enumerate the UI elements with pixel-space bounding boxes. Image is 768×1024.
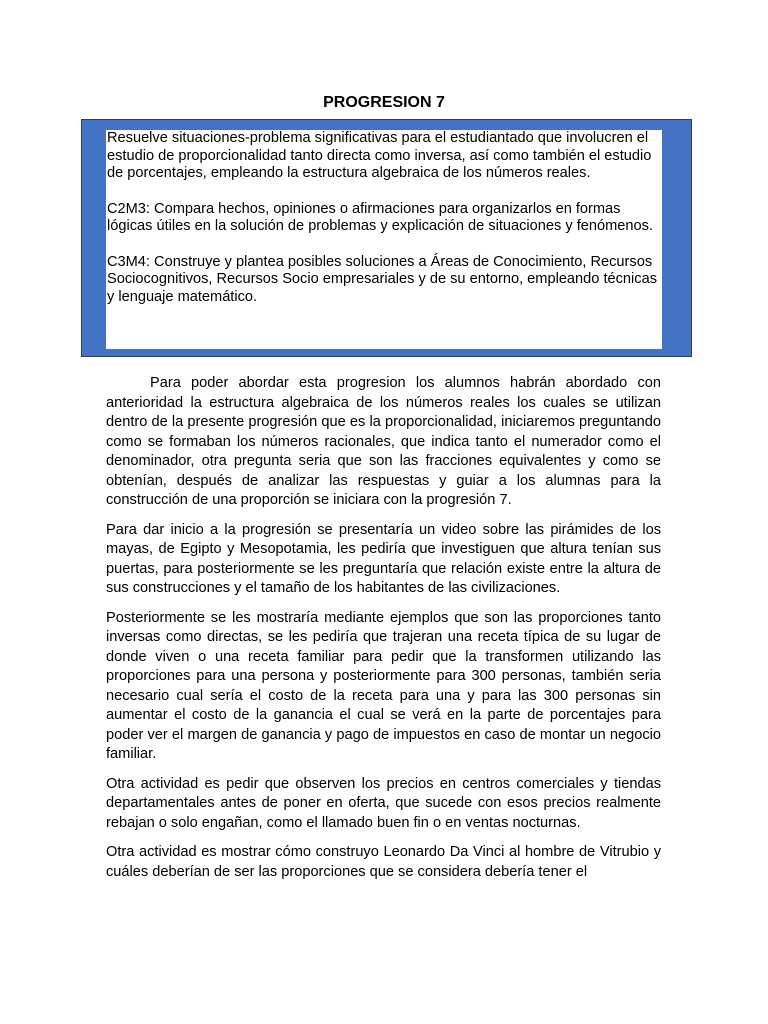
body-paragraph-3: Posteriormente se les mostraría mediante ejemplos que son las proporciones tanto inversas como directas, se les pediría que trajeran una receta típica de su lugar de donde viven o una receta familiar para pedir que la transformen utilizando las proporciones para una persona y posteriormente para 300 personas, también seria necesario cual sería el costo de la receta para una y para las 300 personas sin aumentar el costo de la ganancia el cual se verá en la parte de porcentajes para poder ver el margen de ganancia y pago de impuestos en caso de montar un negocio familiar. [106, 609, 661, 762]
page-title: PROGRESION 7 [323, 94, 445, 111]
competency-c2m3-paragraph: C2M3: Compara hechos, opiniones o afirmaciones para organizarlos en formas lógicas útiles en la solución de problemas y explicación de situaciones y fenómenos. [107, 200, 653, 234]
objectives-box [106, 130, 662, 349]
objectives-frame [81, 119, 692, 357]
competency-c3m4-paragraph: C3M4: Construye y plantea posibles soluciones a Áreas de Conocimiento, Recursos Sociocognitivos, Recursos Socio empresariales y de su entorno, empleando técnicas y lenguaje matemático. [107, 253, 657, 305]
document-body [106, 374, 661, 892]
body-paragraph-2: Para dar inicio a la progresión se presentaría un video sobre las pirámides de los mayas, de Egipto y Mesopotamia, les pediría que investiguen que altura tenían sus puertas, para posteriormente se les preguntaría que relación existe entre la altura de sus construcciones y el tamaño de los habitantes de las civilizaciones. [106, 521, 661, 596]
objective-paragraph: Resuelve situaciones-problema significativas para el estudiantado que involucren el estudio de proporcionalidad tanto directa como inversa, así como también el estudio de porcentajes, empleando la estructura algebraica de los números reales. [107, 130, 652, 181]
body-paragraph-1: Para poder abordar esta progresion los alumnos habrán abordado con anterioridad la estructura algebraica de los números reales los cuales se utilizan dentro de la presente progresión que es la proporcionalidad, iniciaremos preguntando como se formaban los números racionales, que indica tanto el numerador como el denominador, otra pregunta seria que son las fracciones equivalentes y como se obtenían, después de analizar las respuestas y guiar a los alumnas para la construcción de una proporción se iniciara con la progresión 7. [106, 375, 661, 508]
body-paragraph-4: Otra actividad es pedir que observen los precios en centros comerciales y tiendas departamentales antes de poner en oferta, que sucede con esos precios realmente rebajan o solo engañan, como el llamado buen fin o en ventas nocturnas. [106, 775, 661, 831]
body-paragraph-5: Otra actividad es mostrar cómo construyo Leonardo Da Vinci al hombre de Vitrubio y cuáles deberían de ser las proporciones que se considera debería tener el [106, 844, 661, 880]
